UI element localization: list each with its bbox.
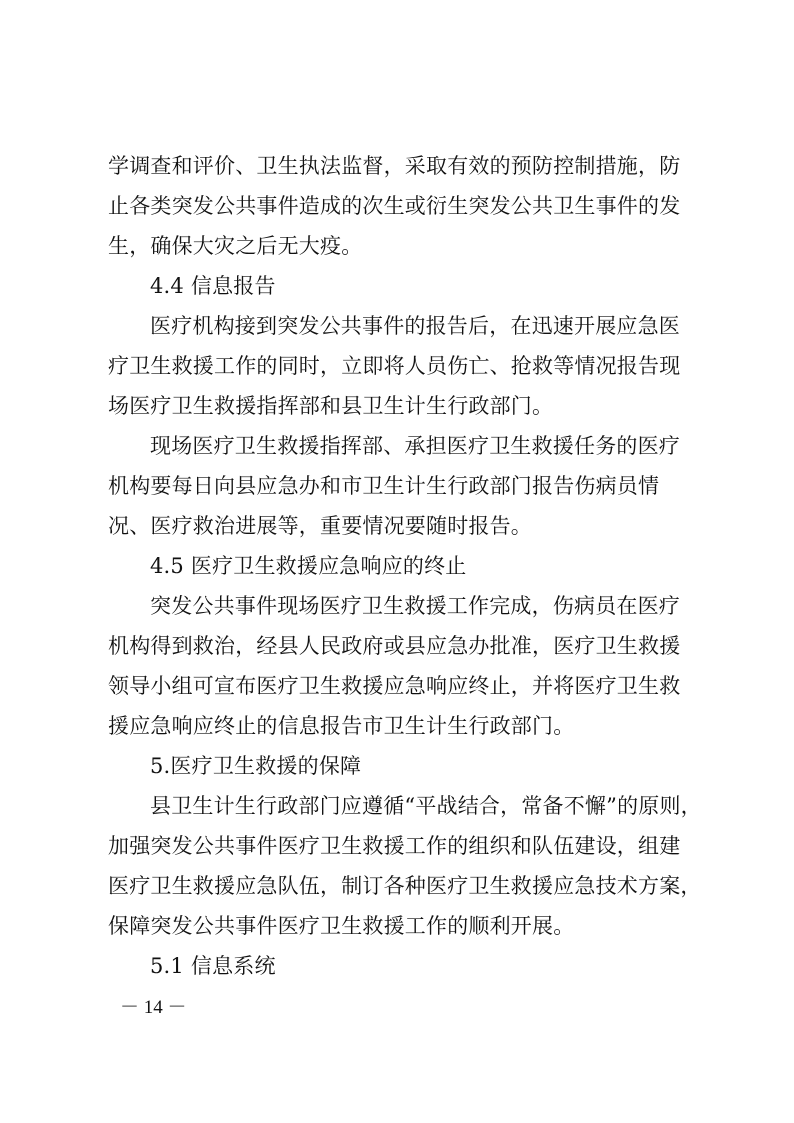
section-heading-5-1: 5.1 信息系统 xyxy=(150,954,276,978)
paragraph-line: 况、医疗救治进展等，重要情况要随时报告。 xyxy=(108,514,532,538)
paragraph-line: 机构得到救治，经县人民政府或县应急办批准，医疗卫生救援 xyxy=(108,634,681,658)
section-heading-5: 5.医疗卫生救援的保障 xyxy=(150,754,362,778)
paragraph-line: 医疗卫生救援应急队伍，制订各种医疗卫生救援应急技术方案， xyxy=(108,874,702,898)
paragraph-line: 加强突发公共事件医疗卫生救援工作的组织和队伍建设，组建 xyxy=(108,834,681,858)
paragraph-line: 突发公共事件现场医疗卫生救援工作完成，伤病员在医疗 xyxy=(150,594,680,618)
paragraph-line: 机构要每日向县应急办和市卫生计生行政部门报告伤病员情 xyxy=(108,474,660,498)
page-number: － 14 － xyxy=(120,997,187,1018)
paragraph-line: 医疗机构接到突发公共事件的报告后，在迅速开展应急医 xyxy=(150,314,680,338)
paragraph-line: 领导小组可宣布医疗卫生救援应急响应终止，并将医疗卫生救 xyxy=(108,674,681,698)
paragraph-line: 场医疗卫生救援指挥部和县卫生计生行政部门。 xyxy=(108,394,554,418)
paragraph-line: 学调查和评价、卫生执法监督，采取有效的预防控制措施，防 xyxy=(108,154,681,178)
paragraph-line: 生，确保大灾之后无大疫。 xyxy=(108,234,363,258)
paragraph-line: 保障突发公共事件医疗卫生救援工作的顺利开展。 xyxy=(108,914,575,938)
body-text xyxy=(108,146,702,986)
section-heading-4-4: 4.4 信息报告 xyxy=(150,274,276,298)
paragraph-line: 现场医疗卫生救援指挥部、承担医疗卫生救援任务的医疗 xyxy=(150,434,680,458)
paragraph-line: 县卫生计生行政部门应遵循“平战结合，常备不懈”的原则， xyxy=(150,794,702,818)
paragraph-line: 止各类突发公共事件造成的次生或衍生突发公共卫生事件的发 xyxy=(108,194,681,218)
paragraph-line: 疗卫生救援工作的同时，立即将人员伤亡、抢救等情况报告现 xyxy=(108,354,681,378)
section-heading-4-5: 4.5 医疗卫生救援应急响应的终止 xyxy=(150,554,467,578)
paragraph-line: 援应急响应终止的信息报告市卫生计生行政部门。 xyxy=(108,714,575,738)
